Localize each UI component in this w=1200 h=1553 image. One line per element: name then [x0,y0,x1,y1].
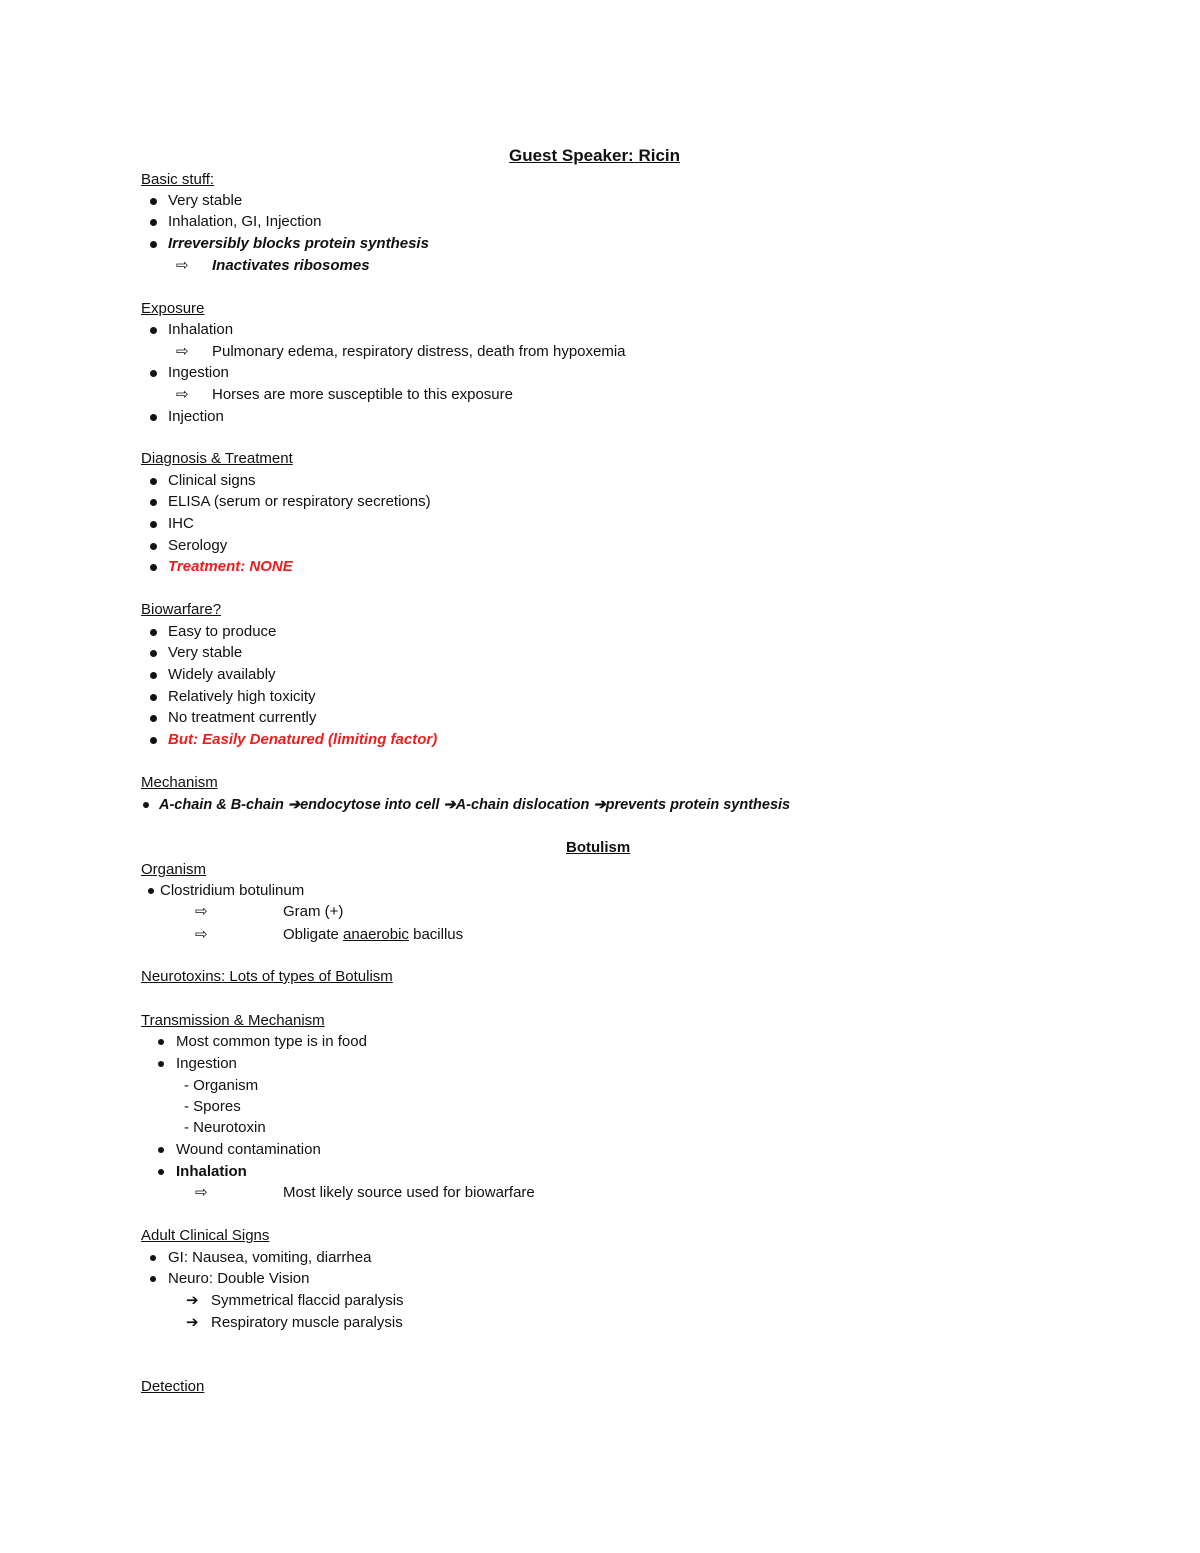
underlined-word: anaerobic [343,926,409,943]
mechanism-line [159,795,790,815]
list-item: No treatment currently [168,709,317,726]
mechanism-step: prevents protein synthesis [605,797,791,813]
solid-arrow-icon: ➔ [593,797,606,813]
bullet-icon [150,370,157,377]
sub-item-text: bacillus [408,926,464,943]
bullet-icon [158,1039,164,1045]
list-item: Inhalation, GI, Injection [168,213,322,230]
hollow-arrow-icon: ⇨ [176,257,189,274]
bullet-icon [150,737,157,744]
sub-item-text: Obligate [283,926,344,943]
bullet-icon [150,478,157,485]
solid-arrow-icon: ➔ [443,797,456,813]
bullet-icon [150,650,157,657]
list-item: Clinical signs [168,472,256,489]
botulism-title: Botulism [566,839,631,856]
section-heading-exposure: Exposure [141,300,205,317]
sub-item: Most likely source used for biowarfare [283,1184,535,1201]
section-heading-diagnosis: Diagnosis & Treatment [141,450,293,467]
bullet-icon [150,198,157,205]
solid-arrow-icon: ➔ [186,1314,199,1331]
hollow-arrow-icon: ⇨ [195,926,208,943]
bullet-icon [158,1147,164,1153]
bullet-icon [150,715,157,722]
section-heading-transmission: Transmission & Mechanism [141,1012,325,1029]
bullet-icon [150,521,157,528]
list-item: Inhalation [168,321,234,338]
list-item: Serology [168,537,228,554]
sub-item: Horses are more susceptible to this exposure [212,386,513,403]
bullet-icon [150,499,157,506]
bullet-icon [150,629,157,636]
bullet-icon [150,241,157,248]
section-heading-detection: Detection [141,1378,205,1395]
bullet-icon [150,564,157,571]
section-heading-adult-signs: Adult Clinical Signs [141,1227,270,1244]
list-item: Irreversibly blocks protein synthesis [168,235,429,252]
bullet-icon [158,1169,164,1175]
sub-item: Symmetrical flaccid paralysis [211,1292,404,1309]
bullet-icon [150,672,157,679]
dash-item: - Spores [184,1098,241,1115]
bullet-icon [150,327,157,334]
hollow-arrow-icon: ⇨ [176,386,189,403]
bullet-icon [143,802,149,808]
list-item: Wound contamination [176,1141,321,1158]
list-item: Ingestion [168,364,229,381]
bullet-icon [148,888,154,894]
section-heading-neurotoxins: Neurotoxins: Lots of types of Botulism [141,968,393,985]
list-item: GI: Nausea, vomiting, diarrhea [168,1249,372,1266]
list-item-limiting-factor: But: Easily Denatured (limiting factor) [168,731,438,748]
hollow-arrow-icon: ⇨ [176,343,189,360]
bullet-icon [150,1255,156,1261]
bullet-icon [150,1276,156,1282]
dash-item: - Organism [184,1077,259,1094]
list-item-treatment: Treatment: NONE [168,558,293,575]
sub-item: Gram (+) [283,903,344,920]
hollow-arrow-icon: ⇨ [195,1184,208,1201]
sub-item: Respiratory muscle paralysis [211,1314,403,1331]
bullet-icon [150,694,157,701]
solid-arrow-icon: ➔ [186,1292,199,1309]
bullet-icon [150,414,157,421]
list-item: IHC [168,515,194,532]
sub-item: Inactivates ribosomes [212,257,370,274]
section-heading-organism: Organism [141,861,207,878]
sub-item: Pulmonary edema, respiratory distress, death from hypoxemia [212,343,626,360]
mechanism-step: endocytose into cell [300,797,440,813]
section-heading-mechanism: Mechanism [141,774,218,791]
list-item: Ingestion [176,1055,237,1072]
bullet-icon [158,1061,164,1067]
list-item: Clostridium botulinum [160,882,305,899]
bullet-icon [150,543,157,550]
list-item: Very stable [168,644,243,661]
list-item: Very stable [168,192,243,209]
list-item: Injection [168,408,224,425]
page-title: Guest Speaker: Ricin [509,146,681,165]
list-item: Relatively high toxicity [168,688,316,705]
solid-arrow-icon: ➔ [287,797,301,813]
list-item: Easy to produce [168,623,277,640]
sub-item [283,925,463,945]
section-heading-biowarfare: Biowarfare? [141,601,222,618]
section-heading-basic: Basic stuff: [141,171,215,188]
dash-item: - Neurotoxin [184,1119,266,1136]
bullet-icon [150,219,157,226]
list-item: Neuro: Double Vision [168,1270,310,1287]
mechanism-step: A-chain dislocation [455,797,590,813]
list-item: Widely availably [168,666,276,683]
list-item: Most common type is in food [176,1033,367,1050]
hollow-arrow-icon: ⇨ [195,903,208,920]
mechanism-step: A-chain & B-chain [159,797,284,813]
list-item: ELISA (serum or respiratory secretions) [168,493,431,510]
list-item: Inhalation [176,1163,247,1180]
